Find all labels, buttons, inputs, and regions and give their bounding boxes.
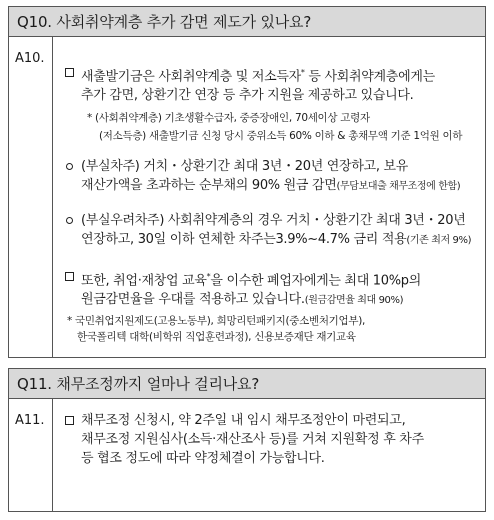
q10-question: Q10. 사회취약계층 추가 감면 제도가 있나요? (9, 7, 485, 37)
square-bullet-icon (61, 269, 77, 284)
q11-question: Q11. 채무조정까지 얼마나 걸리나요? (9, 369, 485, 399)
q11-answer-row (9, 399, 485, 511)
q10-item-3-line-2: 연장하고, 30일 이하 연체한 차주는3.9%~4.7% 금리 적용(기존 최저 9%) (81, 232, 472, 247)
q10-item-4-line-1: 또한, 취업·재창업 교육*을 이수한 폐업자에게는 최대 10%p의 (81, 272, 421, 289)
circle-bullet-icon (61, 159, 77, 173)
square-bullet-icon (61, 65, 77, 80)
q10-answer-row (9, 37, 485, 357)
q10-footnote-1-line-2: (저소득층) 새출발기금 신청 당시 중위소득 60% 이하 & 총채무액 기준 1억원 이하 (99, 130, 463, 142)
q10-item-2 (61, 157, 477, 196)
q10-item-2-line-2: 재산가액을 초과하는 순부채의 90% 원금 감면(무담보대출 채무조정에 한함) (81, 178, 461, 193)
q10-answer-label: A10. (9, 37, 53, 357)
q10-footnote-2-line-2: 한국폴리텍 대학(비학위 직업훈련과정), 신용보증재단 재기교육 (77, 331, 356, 343)
q10-item-2-line-1: (부실차주) 거치・상환기간 최대 3년・20년 연장하고, 보유 (81, 159, 409, 174)
q10-item-3-line-1: (부실우려차주) 사회취약계층의 경우 거치・상환기간 최대 3년・20년 (81, 213, 466, 228)
q10-item-1-line-2: 추가 감면, 상환기간 연장 등 추가 지원을 제공하고 있습니다. (81, 88, 414, 104)
q10-box (8, 6, 486, 358)
q11-item-1-line-1: 채무조정 신청시, 약 2주일 내 임시 채무조정안이 마련되고, (81, 413, 406, 428)
q10-item-4 (61, 267, 477, 310)
q11-item-1 (61, 411, 477, 468)
circle-bullet-icon (61, 213, 77, 227)
q10-item-4-line-2: 원금감면율을 우대를 적용하고 있습니다.(원금감면율 최대 90%) (81, 292, 404, 308)
q11-box (8, 368, 486, 512)
q10-footnote-1-line-1: * (사회취약계층) 기초생활수급자, 중증장애인, 70세이상 고령자 (87, 112, 370, 124)
q11-answer-label: A11. (9, 399, 53, 511)
q10-footnote-2-line-1: * 국민취업지원제도(고용노동부), 희망리턴패키지(중소벤처기업부), (67, 315, 366, 327)
q10-item-3 (61, 211, 477, 250)
q10-item-1-line-1: 새출발기금은 사회취약계층 및 저소득자* 등 사회취약계층에게는 (81, 68, 435, 85)
square-bullet-icon (61, 413, 77, 428)
q10-footnote-2 (61, 313, 477, 345)
q11-item-1-line-2: 채무조정 지원심사(소득·재산조사 등)를 거쳐 지원확정 후 차주 (81, 432, 424, 447)
q11-item-1-line-3: 등 협조 정도에 따라 약정체결이 가능합니다. (81, 451, 325, 466)
q10-item-1 (61, 63, 477, 105)
q10-footnote-1 (61, 109, 477, 145)
